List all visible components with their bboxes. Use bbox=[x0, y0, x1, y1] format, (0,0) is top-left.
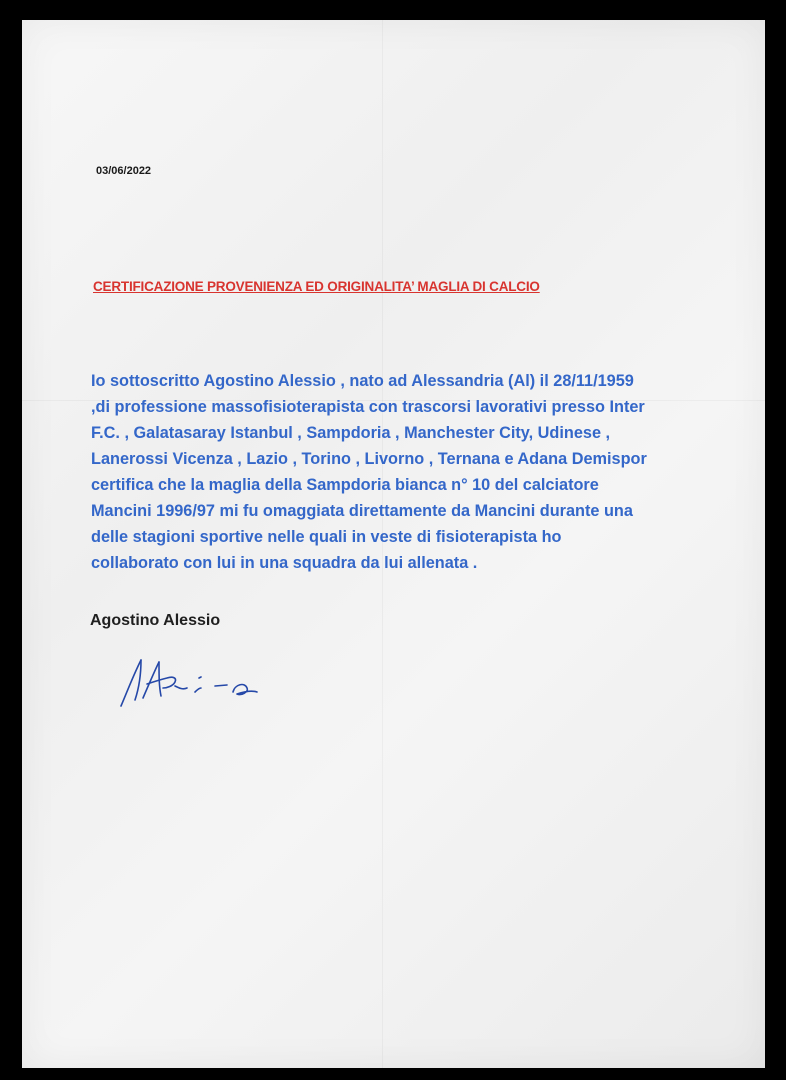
body-line: F.C. , Galatasaray Istanbul , Sampdoria , Manchester City, Udinese , bbox=[91, 424, 611, 442]
body-line: collaborato con lui in una squadra da lui allenata . bbox=[91, 554, 478, 572]
body-line: delle stagioni sportive nelle quali in veste di fisioterapista ho bbox=[91, 528, 562, 546]
body-line: Io sottoscritto Agostino Alessio , nato ad Alessandria (Al) il 28/11/1959 bbox=[91, 372, 634, 390]
document-page bbox=[22, 20, 765, 1068]
document-date: 03/06/2022 bbox=[96, 165, 152, 177]
body-line: Mancini 1996/97 mi fu omaggiata direttamente da Mancini durante una bbox=[91, 502, 633, 520]
signer-name: Agostino Alessio bbox=[90, 612, 221, 629]
body-line: Lanerossi Vicenza , Lazio , Torino , Livorno , Ternana e Adana Demispor bbox=[91, 450, 647, 468]
document-title: CERTIFICAZIONE PROVENIENZA ED ORIGINALITA’ MAGLIA DI CALCIO bbox=[93, 279, 540, 294]
certification-body bbox=[91, 368, 703, 576]
handwritten-signature bbox=[117, 652, 267, 708]
body-line: ,di professione massofisioterapista con trascorsi lavorativi presso Inter bbox=[91, 398, 645, 416]
body-line: certifica che la maglia della Sampdoria bianca n° 10 del calciatore bbox=[91, 476, 599, 494]
